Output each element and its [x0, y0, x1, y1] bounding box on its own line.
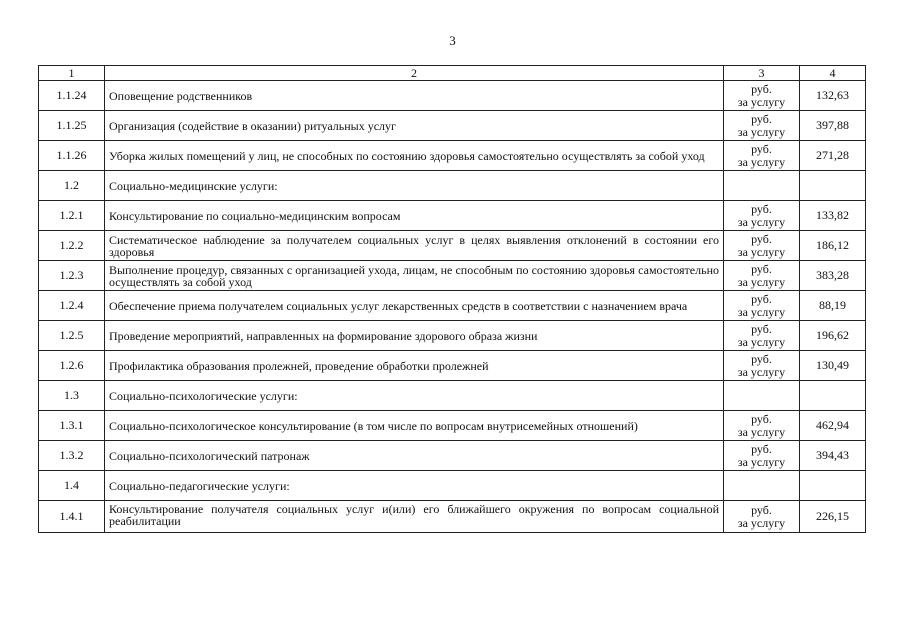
row-code: 1.2.6	[39, 351, 105, 381]
row-price	[800, 171, 866, 201]
row-unit	[724, 261, 800, 291]
row-price: 130,49	[800, 351, 866, 381]
row-unit	[724, 81, 800, 111]
row-code: 1.1.24	[39, 81, 105, 111]
row-unit-line1: руб.	[751, 411, 772, 426]
row-unit-line1: руб.	[751, 231, 772, 246]
row-unit	[724, 231, 800, 261]
row-unit-line2: за услугу	[737, 94, 786, 109]
row-service-name: Социально-психологический патронаж	[105, 441, 724, 471]
row-unit	[724, 471, 800, 501]
table-row	[39, 141, 866, 171]
row-price: 226,15	[800, 501, 866, 533]
row-unit-line2: за услугу	[737, 304, 786, 319]
row-service-name: Обеспечение приема получателем социальных услуг лекарственных средств в соответствии с назначением врача	[105, 291, 724, 321]
row-code: 1.2.1	[39, 201, 105, 231]
row-price: 132,63	[800, 81, 866, 111]
header-col-3: 3	[724, 66, 800, 81]
row-service-name: Социально-психологические услуги:	[105, 381, 724, 411]
row-code: 1.4	[39, 471, 105, 501]
section-row	[39, 471, 866, 501]
row-unit-line2: за услугу	[737, 424, 786, 439]
table-row	[39, 291, 866, 321]
table-row	[39, 111, 866, 141]
row-code: 1.1.25	[39, 111, 105, 141]
row-service-name: Консультирование по социально-медицинским вопросам	[105, 201, 724, 231]
row-unit	[724, 201, 800, 231]
row-service-name: Социально-педагогические услуги:	[105, 471, 724, 501]
row-unit-line1: руб.	[751, 441, 772, 456]
table-row	[39, 81, 866, 111]
header-col-2: 2	[105, 66, 724, 81]
table-row	[39, 231, 866, 261]
row-unit-line1: руб.	[751, 141, 772, 156]
row-unit	[724, 141, 800, 171]
row-code: 1.3.2	[39, 441, 105, 471]
header-col-4: 4	[800, 66, 866, 81]
row-service-name: Профилактика образования пролежней, проведение обработки пролежней	[105, 351, 724, 381]
page-number: 3	[449, 33, 456, 48]
row-service-name: Консультирование получателя социальных услуг и(или) его ближайшего окружения по вопросам социальной реабилитации	[105, 501, 724, 533]
row-service-name: Проведение мероприятий, направленных на формирование здорового образа жизни	[105, 321, 724, 351]
row-service-name: Социально-психологическое консультирование (в том числе по вопросам внутрисемейных отношений)	[105, 411, 724, 441]
row-unit-line2: за услугу	[737, 274, 786, 289]
row-unit-line1: руб.	[751, 261, 772, 276]
row-unit-line2: за услугу	[737, 214, 786, 229]
row-unit-line2: за услугу	[737, 364, 786, 379]
header-col-1: 1	[39, 66, 105, 81]
row-unit-line1: руб.	[751, 291, 772, 306]
row-unit-line1: руб.	[751, 502, 772, 517]
tariff-table	[38, 65, 866, 533]
section-row	[39, 381, 866, 411]
row-unit-line2: за услугу	[737, 334, 786, 349]
row-unit	[724, 111, 800, 141]
row-price: 88,19	[800, 291, 866, 321]
table-row	[39, 441, 866, 471]
row-price: 394,43	[800, 441, 866, 471]
row-code: 1.3.1	[39, 411, 105, 441]
row-price: 196,62	[800, 321, 866, 351]
row-unit-line1: руб.	[751, 321, 772, 336]
row-price	[800, 381, 866, 411]
row-unit-line1: руб.	[751, 351, 772, 366]
row-unit-line1: руб.	[751, 81, 772, 96]
row-service-name: Организация (содействие в оказании) ритуальных услуг	[105, 111, 724, 141]
row-unit-line2: за услугу	[737, 124, 786, 139]
row-unit-line2: за услугу	[737, 454, 786, 469]
row-price: 186,12	[800, 231, 866, 261]
row-service-name: Социально-медицинские услуги:	[105, 171, 724, 201]
row-price: 462,94	[800, 411, 866, 441]
row-code: 1.3	[39, 381, 105, 411]
row-service-name: Систематическое наблюдение за получателем социальных услуг в целях выявления отклонений в состоянии его здоровья	[105, 231, 724, 261]
row-code: 1.4.1	[39, 501, 105, 533]
table-row	[39, 321, 866, 351]
row-unit	[724, 171, 800, 201]
row-code: 1.2.3	[39, 261, 105, 291]
row-service-name: Оповещение родственников	[105, 81, 724, 111]
row-price: 133,82	[800, 201, 866, 231]
row-unit	[724, 381, 800, 411]
row-code: 1.2.5	[39, 321, 105, 351]
row-service-name: Выполнение процедур, связанных с организацией ухода, лицам, не способным по состоянию здоровья самостоятельно осуществлять за собой уход	[105, 261, 724, 291]
table-body	[39, 81, 866, 533]
row-unit	[724, 501, 800, 533]
row-code: 1.2	[39, 171, 105, 201]
row-price: 383,28	[800, 261, 866, 291]
row-price: 397,88	[800, 111, 866, 141]
row-code: 1.1.26	[39, 141, 105, 171]
row-price	[800, 471, 866, 501]
table-row	[39, 201, 866, 231]
row-service-name: Уборка жилых помещений у лиц, не способных по состоянию здоровья самостоятельно осуществлять за собой уход	[105, 141, 724, 171]
row-unit-line1: руб.	[751, 201, 772, 216]
row-code: 1.2.4	[39, 291, 105, 321]
row-unit	[724, 441, 800, 471]
row-unit	[724, 411, 800, 441]
row-unit-line2: за услугу	[737, 154, 786, 169]
row-unit-line2: за услугу	[737, 515, 786, 530]
section-row	[39, 171, 866, 201]
row-unit-line1: руб.	[751, 111, 772, 126]
table-row	[39, 261, 866, 291]
header-row	[39, 66, 866, 81]
row-unit	[724, 351, 800, 381]
row-code: 1.2.2	[39, 231, 105, 261]
table-row	[39, 501, 866, 533]
row-unit-line2: за услугу	[737, 244, 786, 259]
row-price: 271,28	[800, 141, 866, 171]
row-unit	[724, 291, 800, 321]
table-row	[39, 411, 866, 441]
table-row	[39, 351, 866, 381]
row-unit	[724, 321, 800, 351]
